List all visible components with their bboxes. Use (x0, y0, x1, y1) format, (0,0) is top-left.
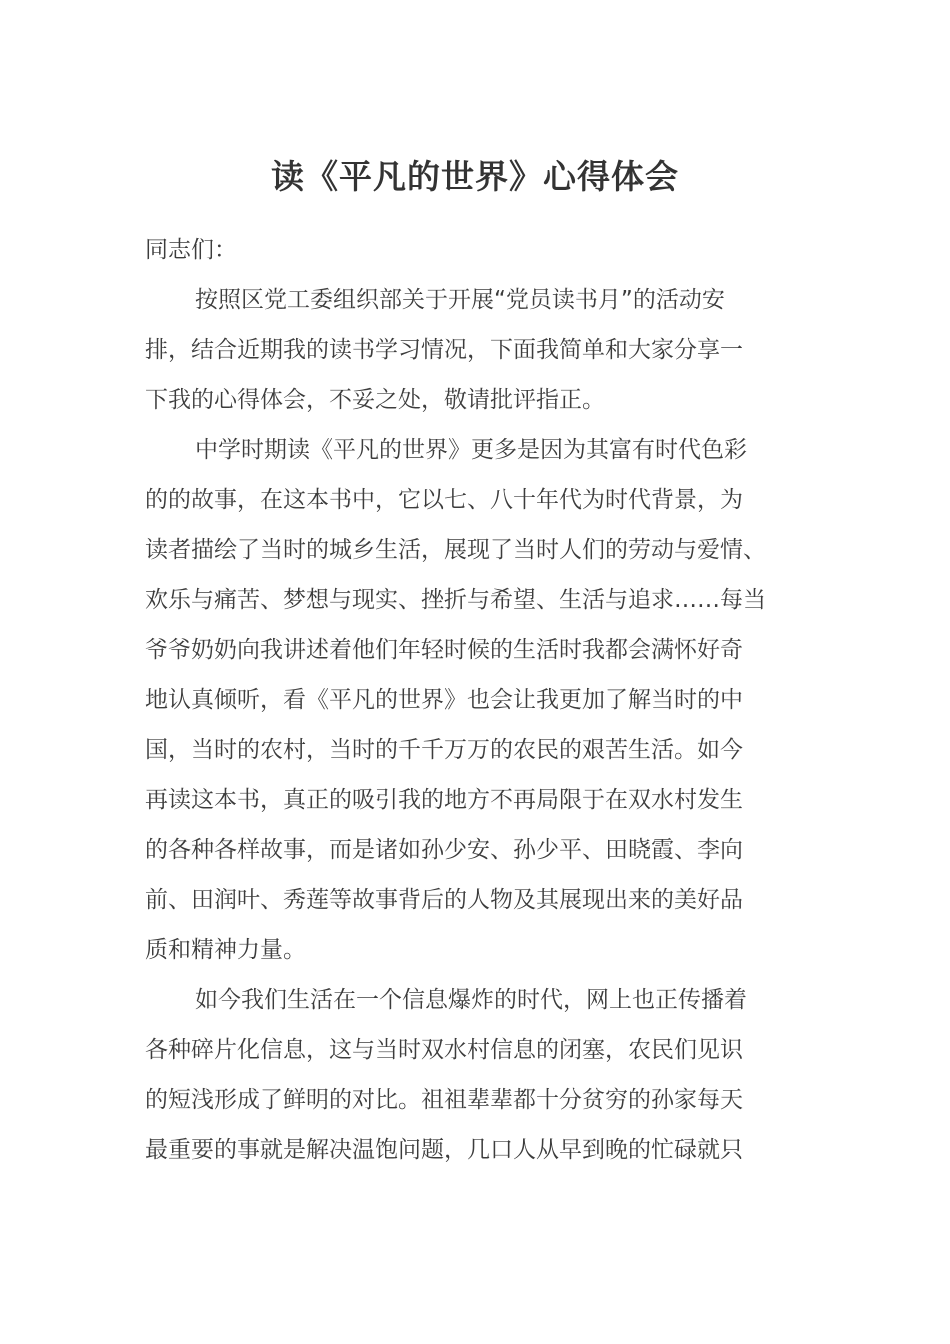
paragraph-2-line-4: 欢乐与痛苦、梦想与现实、挫折与希望、生活与追求……每当 (145, 587, 766, 613)
paragraph-3-line-2: 各种碎片化信息，这与当时双水村信息的闭塞，农民们见识 (145, 1037, 743, 1063)
paragraph-2-line-6: 地认真倾听，看《平凡的世界》也会让我更加了解当时的中 (145, 687, 743, 713)
paragraph-1-line-3: 下我的心得体会，不妥之处，敬请批评指正。 (145, 387, 605, 413)
paragraph-1-line-2: 排，结合近期我的读书学习情况，下面我简单和大家分享一 (145, 337, 743, 363)
paragraph-2-line-1: 中学时期读《平凡的世界》更多是因为其富有时代色彩 (195, 437, 747, 463)
document-title: 读《平凡的世界》心得体会 (271, 157, 679, 196)
paragraph-2-line-2: 的的故事，在这本书中，它以七、八十年代为时代背景，为 (145, 487, 743, 513)
paragraph-2-line-5: 爷爷奶奶向我讲述着他们年轻时候的生活时我都会满怀好奇 (145, 637, 743, 663)
paragraph-3-line-1: 如今我们生活在一个信息爆炸的时代，网上也正传播着 (195, 987, 747, 1013)
document-body (145, 225, 805, 1175)
paragraph-2-line-3: 读者描绘了当时的城乡生活，展现了当时人们的劳动与爱情、 (145, 537, 766, 563)
paragraph-3-line-3: 的短浅形成了鲜明的对比。祖祖辈辈都十分贫穷的孙家每天 (145, 1087, 743, 1113)
paragraph-2-line-7: 国，当时的农村，当时的千千万万的农民的艰苦生活。如今 (145, 737, 743, 763)
paragraph-2-line-9: 的各种各样故事，而是诸如孙少安、孙少平、田晓霞、李向 (145, 837, 743, 863)
salutation: 同志们： (145, 237, 237, 263)
paragraph-2-line-8: 再读这本书，真正的吸引我的地方不再局限于在双水村发生 (145, 787, 743, 813)
paragraph-2-line-10: 前、田润叶、秀莲等故事背后的人物及其展现出来的美好品 (145, 887, 743, 913)
paragraph-3-line-4: 最重要的事就是解决温饱问题，几口人从早到晚的忙碌就只 (145, 1137, 743, 1163)
paragraph-1-line-1: 按照区党工委组织部关于开展“党员读书月”的活动安 (195, 287, 725, 313)
paragraph-2-line-11: 质和精神力量。 (145, 937, 306, 963)
